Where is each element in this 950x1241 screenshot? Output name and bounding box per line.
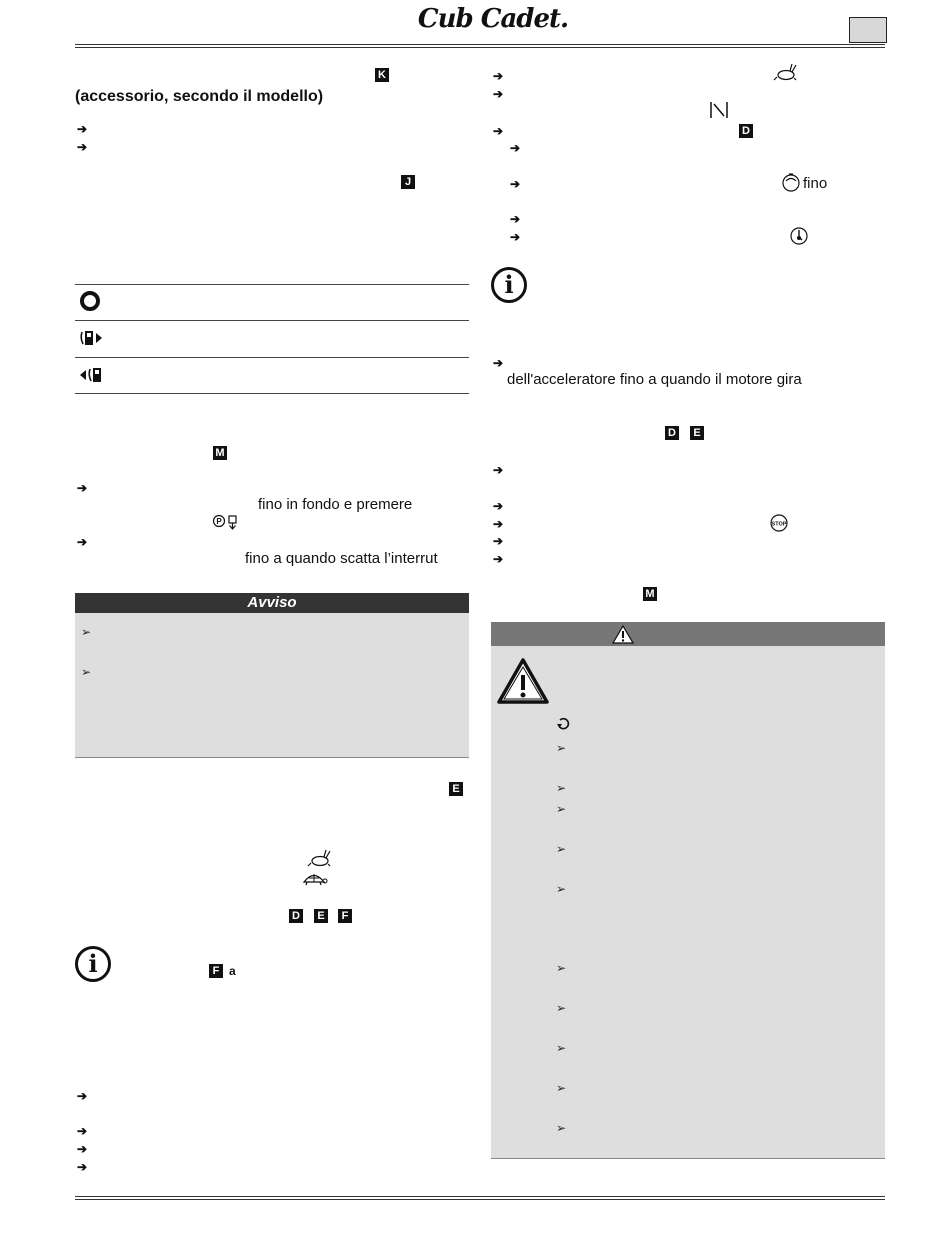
badge-d: D [665,426,679,440]
warning-header-icon [612,625,634,644]
cub-cadet-logo: Cub Cadet. [417,4,569,34]
warning-triangle-icon [496,657,550,705]
triangle-bullet-icon: ➢ [556,781,567,795]
header-rule [75,44,885,45]
triangle-bullet-icon: ➢ [556,961,567,975]
choke-icon [781,172,801,192]
info-suffix: a [229,964,236,978]
turtle-slow-icon [300,869,328,887]
arrow-icon: ➔ [493,552,504,566]
triangle-bullet-icon: ➢ [556,882,567,896]
fuel-off-icon [79,366,103,384]
language-box [849,17,887,43]
parking-brake-icon [212,514,244,530]
badge-m: M [213,446,227,460]
arrow-icon: ➔ [77,535,88,549]
triangle-bullet-icon: ➢ [81,665,92,679]
arrow-icon: ➔ [510,177,521,191]
table-rule [75,320,469,321]
rabbit-fast-icon [772,62,798,82]
triangle-bullet-icon: ➢ [556,1081,567,1095]
arrow-icon: ➔ [77,481,88,495]
badge-k: K [375,68,389,82]
start-key-icon [789,226,809,246]
badge-j: J [401,175,415,189]
table-rule [75,393,469,394]
arrow-icon: ➔ [493,517,504,531]
arrow-icon: ➔ [77,140,88,154]
badge-e: E [314,909,328,923]
warning-header [491,622,885,646]
avviso-bottom-rule [75,757,469,758]
footer-rule-2 [75,1199,885,1200]
badge-e: E [449,782,463,796]
rabbit-fast-icon [306,848,332,868]
arrow-icon: ➔ [493,87,504,101]
avviso-title: Avviso [75,593,469,613]
triangle-bullet-icon: ➢ [556,842,567,856]
triangle-bullet-icon: ➢ [556,1121,567,1135]
warning-panel [491,622,885,1158]
footer-rule [75,1196,885,1197]
triangle-bullet-icon: ➢ [81,625,92,639]
badge-d: D [289,909,303,923]
triangle-bullet-icon: ➢ [556,1041,567,1055]
triangle-bullet-icon: ➢ [556,741,567,755]
arrow-icon: ➔ [493,534,504,548]
arrow-icon: ➔ [493,69,504,83]
info-icon: i [75,946,111,982]
stop-icon [769,513,789,533]
arrow-icon: ➔ [493,499,504,513]
table-rule [75,284,469,285]
badge-m: M [643,587,657,601]
table-rule [75,357,469,358]
badge-d: D [739,124,753,138]
arrow-icon: ➔ [77,1089,88,1103]
text-acceleratore: dell'acceleratore fino a quando il motore gira [507,371,802,388]
neutral-icon [710,101,728,119]
arrow-icon: ➔ [77,1142,88,1156]
arrow-icon: ➔ [510,141,521,155]
warning-bottom-rule [491,1158,885,1159]
arrow-icon: ➔ [510,230,521,244]
arrow-icon: ➔ [77,1124,88,1138]
circle-off-icon [80,291,100,311]
triangle-bullet-icon: ➢ [556,802,567,816]
svg-text:STOP: STOP [771,521,787,528]
arrow-icon: ➔ [77,1160,88,1174]
arrow-icon: ➔ [493,124,504,138]
avviso-panel [75,593,469,757]
badge-f: F [209,964,223,978]
info-icon: i [491,267,527,303]
section-heading-accessory: (accessorio, secondo il modello) [75,88,324,105]
circle-arrow-icon [556,717,570,731]
badge-f: F [338,909,352,923]
arrow-icon: ➔ [493,356,504,370]
svg-text:P: P [216,517,222,526]
arrow-icon: ➔ [77,122,88,136]
arrow-icon: ➔ [493,463,504,477]
triangle-bullet-icon: ➢ [556,1001,567,1015]
text-fino-a-quando: fino a quando scatta l’interrut [245,550,438,567]
header-rule-2 [75,47,885,48]
fuel-on-icon [79,329,103,347]
text-fino-in-fondo: fino in fondo e premere [258,496,413,513]
badge-e: E [690,426,704,440]
text-fino: fino [803,175,828,192]
arrow-icon: ➔ [510,212,521,226]
